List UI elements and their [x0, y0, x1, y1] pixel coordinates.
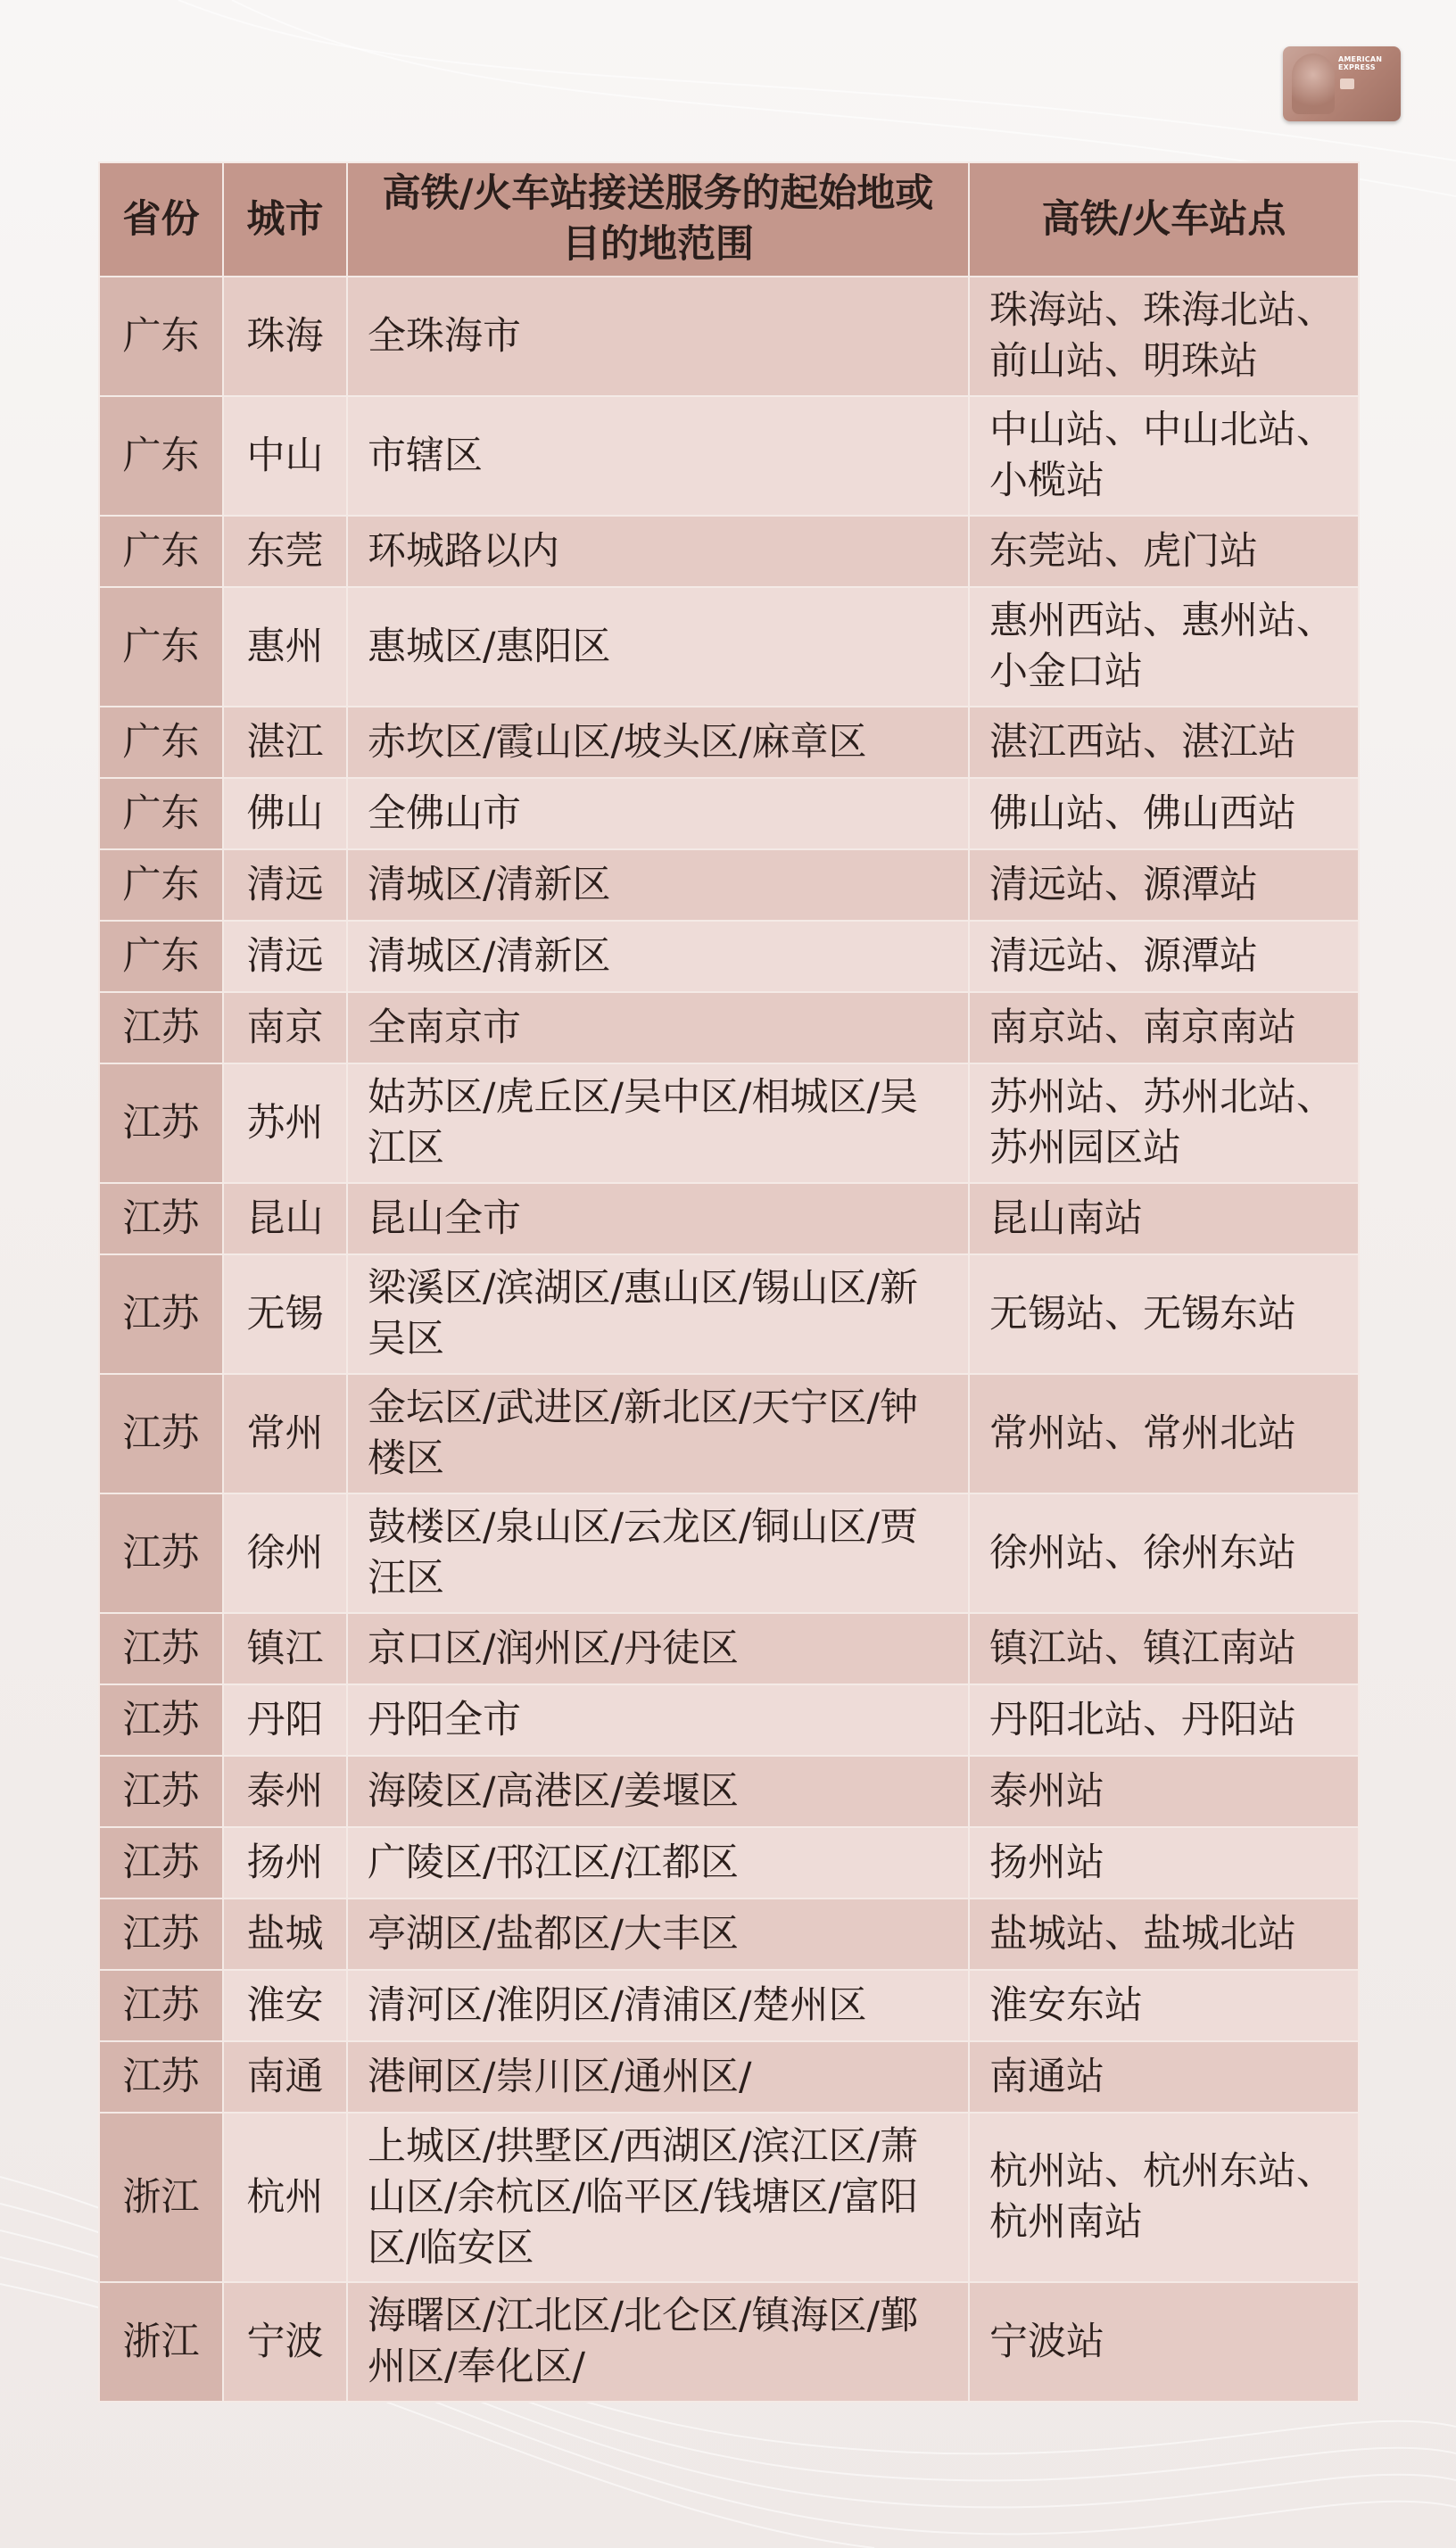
city-cell: 东莞 [223, 516, 347, 587]
stations-cell: 无锡站、无锡东站 [969, 1254, 1359, 1374]
table-row [99, 2113, 1359, 2282]
table-row [99, 1374, 1359, 1493]
province-cell: 江苏 [99, 992, 223, 1063]
stations-cell: 珠海站、珠海北站、前山站、明珠站 [969, 277, 1359, 396]
range-cell: 丹阳全市 [347, 1684, 969, 1756]
table-row [99, 1827, 1359, 1899]
province-cell: 广东 [99, 396, 223, 516]
city-cell: 昆山 [223, 1183, 347, 1254]
province-cell: 江苏 [99, 1899, 223, 1970]
city-cell: 南通 [223, 2041, 347, 2113]
stations-cell: 清远站、源潭站 [969, 849, 1359, 921]
province-cell: 江苏 [99, 1613, 223, 1684]
province-cell: 江苏 [99, 1756, 223, 1827]
range-cell: 上城区/拱墅区/西湖区/滨江区/萧山区/余杭区/临平区/钱塘区/富阳区/临安区 [347, 2113, 969, 2282]
card-brand-text: AMERICAN EXPRESS [1338, 55, 1383, 71]
city-cell: 扬州 [223, 1827, 347, 1899]
city-cell: 泰州 [223, 1756, 347, 1827]
stations-cell: 盐城站、盐城北站 [969, 1899, 1359, 1970]
header-province: 省份 [99, 162, 223, 277]
table-row [99, 2041, 1359, 2113]
stations-cell: 苏州站、苏州北站、苏州园区站 [969, 1063, 1359, 1183]
range-cell: 金坛区/武进区/新北区/天宁区/钟楼区 [347, 1374, 969, 1493]
city-cell: 无锡 [223, 1254, 347, 1374]
stations-cell: 扬州站 [969, 1827, 1359, 1899]
table-row [99, 1183, 1359, 1254]
province-cell: 江苏 [99, 1827, 223, 1899]
table-row [99, 1970, 1359, 2041]
range-cell: 海曙区/江北区/北仑区/镇海区/鄞州区/奉化区/ [347, 2282, 969, 2402]
range-cell: 昆山全市 [347, 1183, 969, 1254]
table-header [99, 162, 1359, 277]
range-cell: 全珠海市 [347, 277, 969, 396]
stations-cell: 东莞站、虎门站 [969, 516, 1359, 587]
stations-cell: 宁波站 [969, 2282, 1359, 2402]
province-cell: 江苏 [99, 1063, 223, 1183]
card-chip-icon [1340, 79, 1354, 89]
range-cell: 鼓楼区/泉山区/云龙区/铜山区/贾汪区 [347, 1493, 969, 1613]
city-cell: 镇江 [223, 1613, 347, 1684]
table-row [99, 921, 1359, 992]
province-cell: 江苏 [99, 1183, 223, 1254]
province-cell: 广东 [99, 921, 223, 992]
province-cell: 广东 [99, 778, 223, 849]
range-cell: 海陵区/高港区/姜堰区 [347, 1756, 969, 1827]
table-row [99, 1493, 1359, 1613]
province-cell: 浙江 [99, 2113, 223, 2282]
stations-cell: 中山站、中山北站、小榄站 [969, 396, 1359, 516]
range-cell: 全佛山市 [347, 778, 969, 849]
table-row [99, 396, 1359, 516]
city-cell: 盐城 [223, 1899, 347, 1970]
province-cell: 江苏 [99, 2041, 223, 2113]
city-cell: 清远 [223, 921, 347, 992]
city-cell: 淮安 [223, 1970, 347, 2041]
stations-cell: 惠州西站、惠州站、小金口站 [969, 587, 1359, 707]
stations-cell: 徐州站、徐州东站 [969, 1493, 1359, 1613]
table-row [99, 707, 1359, 778]
table-row [99, 516, 1359, 587]
province-cell: 广东 [99, 849, 223, 921]
header-stations: 高铁/火车站点 [969, 162, 1359, 277]
centurion-portrait-icon [1292, 54, 1335, 114]
province-cell: 广东 [99, 707, 223, 778]
range-cell: 广陵区/邗江区/江都区 [347, 1827, 969, 1899]
city-cell: 佛山 [223, 778, 347, 849]
province-cell: 江苏 [99, 1684, 223, 1756]
table-row [99, 1613, 1359, 1684]
stations-cell: 湛江西站、湛江站 [969, 707, 1359, 778]
stations-cell: 杭州站、杭州东站、杭州南站 [969, 2113, 1359, 2282]
province-cell: 江苏 [99, 1970, 223, 2041]
province-cell: 浙江 [99, 2282, 223, 2402]
stations-cell: 南通站 [969, 2041, 1359, 2113]
range-cell: 亭湖区/盐都区/大丰区 [347, 1899, 969, 1970]
range-cell: 全南京市 [347, 992, 969, 1063]
range-cell: 清城区/清新区 [347, 849, 969, 921]
city-cell: 清远 [223, 849, 347, 921]
table-row [99, 2282, 1359, 2402]
table-header-row [99, 162, 1359, 277]
american-express-card-icon [1283, 46, 1401, 121]
stations-cell: 常州站、常州北站 [969, 1374, 1359, 1493]
table-row [99, 992, 1359, 1063]
city-cell: 宁波 [223, 2282, 347, 2402]
range-cell: 市辖区 [347, 396, 969, 516]
stations-cell: 镇江站、镇江南站 [969, 1613, 1359, 1684]
table-row [99, 1254, 1359, 1374]
province-cell: 江苏 [99, 1493, 223, 1613]
range-cell: 港闸区/崇川区/通州区/ [347, 2041, 969, 2113]
city-cell: 惠州 [223, 587, 347, 707]
city-cell: 湛江 [223, 707, 347, 778]
province-cell: 江苏 [99, 1254, 223, 1374]
station-transfer-table [98, 161, 1360, 2403]
stations-cell: 昆山南站 [969, 1183, 1359, 1254]
range-cell: 清河区/淮阴区/清浦区/楚州区 [347, 1970, 969, 2041]
range-cell: 环城路以内 [347, 516, 969, 587]
range-cell: 梁溪区/滨湖区/惠山区/锡山区/新吴区 [347, 1254, 969, 1374]
city-cell: 丹阳 [223, 1684, 347, 1756]
range-cell: 姑苏区/虎丘区/吴中区/相城区/吴江区 [347, 1063, 969, 1183]
table-row [99, 1899, 1359, 1970]
header-range: 高铁/火车站接送服务的起始地或目的地范围 [347, 162, 969, 277]
city-cell: 苏州 [223, 1063, 347, 1183]
table-row [99, 1756, 1359, 1827]
city-cell: 珠海 [223, 277, 347, 396]
city-cell: 杭州 [223, 2113, 347, 2282]
stations-cell: 丹阳北站、丹阳站 [969, 1684, 1359, 1756]
stations-cell: 淮安东站 [969, 1970, 1359, 2041]
table-row [99, 849, 1359, 921]
province-cell: 江苏 [99, 1374, 223, 1493]
table-body [99, 277, 1359, 2402]
province-cell: 广东 [99, 516, 223, 587]
range-cell: 惠城区/惠阳区 [347, 587, 969, 707]
range-cell: 清城区/清新区 [347, 921, 969, 992]
stations-cell: 清远站、源潭站 [969, 921, 1359, 992]
city-cell: 南京 [223, 992, 347, 1063]
stations-cell: 南京站、南京南站 [969, 992, 1359, 1063]
header-city: 城市 [223, 162, 347, 277]
city-cell: 徐州 [223, 1493, 347, 1613]
province-cell: 广东 [99, 277, 223, 396]
table-row [99, 778, 1359, 849]
stations-cell: 佛山站、佛山西站 [969, 778, 1359, 849]
stations-cell: 泰州站 [969, 1756, 1359, 1827]
province-cell: 广东 [99, 587, 223, 707]
table-row [99, 1684, 1359, 1756]
table-row [99, 1063, 1359, 1183]
range-cell: 赤坎区/霞山区/坡头区/麻章区 [347, 707, 969, 778]
range-cell: 京口区/润州区/丹徒区 [347, 1613, 969, 1684]
table-row [99, 277, 1359, 396]
table-row [99, 587, 1359, 707]
city-cell: 常州 [223, 1374, 347, 1493]
city-cell: 中山 [223, 396, 347, 516]
